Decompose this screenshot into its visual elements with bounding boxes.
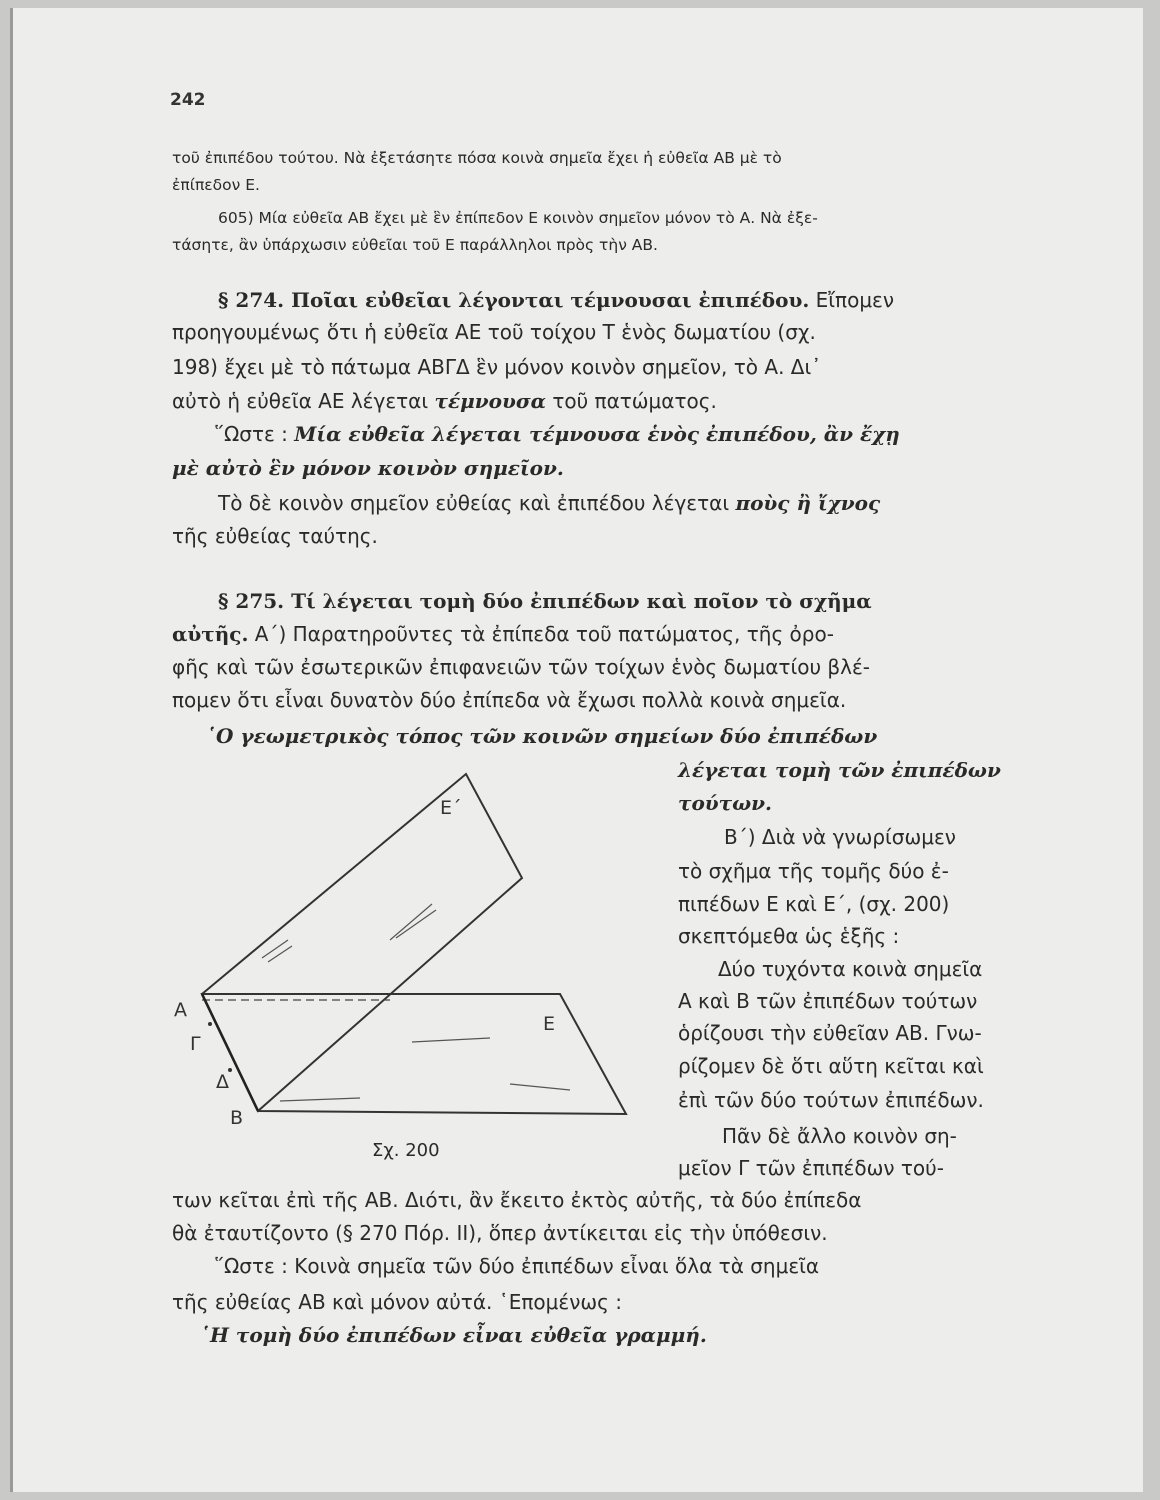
section-274-line-4-c: τοῦ πατώματος. [552,389,717,413]
figure-caption: Σχ. 200 [372,1140,440,1161]
section-275-c-line-3: ὁρίζουσι τὴν εὐθεῖαν ΑΒ. Γνω- [678,1021,982,1045]
point-D [228,1068,232,1072]
label-G: Γ [190,1033,201,1055]
section-274-heading: § 274. Ποῖαι εὐθεῖαι λέγονται τέμνουσαι ἐπιπέδου. [218,288,810,312]
section-275-b-line-4: σκεπτόμεθα ὡς ἑξῆς : [678,924,900,948]
hatching [262,904,570,1101]
section-275-b-line-3: πιπέδων Ε καὶ Ε΄, (σχ. 200) [678,892,950,916]
label-D: Δ [216,1071,229,1093]
label-A: Α [174,999,187,1021]
definition-text-1: Μία εὐθεῖα λέγεται τέμνουσα ἑνὸς ἐπιπέδου, ἂν ἔχῃ [294,422,900,446]
section-275-line-1-rest: Α΄) Παρατηροῦντες τὰ ἐπίπεδα τοῦ πατώματος, τῆς ὀρο- [254,622,834,646]
plane-E-prime [202,774,522,1111]
section-275-line-2: φῆς καὶ τῶν ἐσωτερικῶν ἐπιφανειῶν τῶν τοίχων ἑνὸς δωματίου βλέ- [172,655,871,679]
plane-E [202,994,626,1114]
section-274-definition-line-2: μὲ αὐτὸ ἓν μόνον κοινὸν σημεῖον. [172,456,564,480]
section-274-line-4 [172,387,717,416]
top-paragraph-line-2: ἐπίπεδον Ε. [172,176,260,194]
section-274-definition-line-1 [214,420,900,449]
label-B: Β [230,1107,244,1129]
label-E: Ε [543,1013,556,1035]
definition-prefix: ῞Ωστε : [214,422,288,446]
section-275-c-line-2: Α καὶ Β τῶν ἐπιπέδων τούτων [678,989,978,1013]
section-275-b-line-2: τὸ σχῆμα τῆς τομῆς δύο ἐ- [678,859,949,883]
exercise-605-line-2: τάσητε, ἂν ὑπάρχωσιν εὐθεῖαι τοῦ Ε παράλληλοι πρὸς τὴν ΑΒ. [172,236,658,254]
section-275-b-line-1: Β΄) Διὰ νὰ γνωρίσωμεν [724,825,956,849]
point-G [208,1022,212,1026]
section-274-line-2: προηγουμένως ὅτι ἡ εὐθεῖα ΑΕ τοῦ τοίχου Τ ἑνὸς δωματίου (σχ. [172,320,816,344]
section-275-d-line-1: Πᾶν δὲ ἄλλο κοινὸν ση- [722,1124,957,1148]
section-275-line-3: πομεν ὅτι εἶναι δυνατὸν δύο ἐπίπεδα νὰ ἔχωσι πολλὰ κοινὰ σημεῖα. [172,688,847,712]
figure-200 [150,768,650,1138]
section-275-line-1 [172,620,834,649]
section-274-line-4-a: αὐτὸ ἡ εὐθεῖα ΑΕ λέγεται [172,389,429,413]
section-275-c-line-1: Δύο τυχόντα κοινὰ σημεῖα [718,957,983,981]
section-275-f-line-1: ῞Ωστε : Κοινὰ σημεῖα τῶν δύο ἐπιπέδων εἶναι ὅλα τὰ σημεῖα [214,1254,820,1278]
section-275-heading-line-1: § 275. Τί λέγεται τομὴ δύο ἐπιπέδων καὶ ποῖον τὸ σχῆμα [218,589,872,613]
top-paragraph-line-1: τοῦ ἐπιπέδου τούτου. Νὰ ἐξετάσητε πόσα κοινὰ σημεῖα ἔχει ἡ εὐθεῖα ΑΒ μὲ τὸ [172,149,782,167]
section-274-line-1-rest: Εἴπομεν [815,288,895,312]
section-274-line-1 [218,286,894,315]
section-275-heading-line-2: αὐτῆς. [172,622,249,646]
label-E-prime: Ε΄ [440,797,462,819]
section-275-d-line-2: μεῖον Γ τῶν ἐπιπέδων τού- [678,1156,944,1180]
section-275-e-line-2: θὰ ἐταυτίζοντο (§ 270 Πόρ. ΙΙ), ὅπερ ἀντίκειται εἰς τὴν ὑπόθεσιν. [172,1221,828,1245]
section-275-definition-line-2: λέγεται τομὴ τῶν ἐπιπέδων [678,758,1001,782]
section-275-f-line-2: τῆς εὐθείας ΑΒ καὶ μόνον αὐτά. ῾Επομένως : [172,1290,622,1314]
section-275-e-line-1: των κεῖται ἐπὶ τῆς ΑΒ. Διότι, ἂν ἔκειτο ἐκτὸς αὐτῆς, τὰ δύο ἐπίπεδα [172,1188,862,1212]
section-275-definition-line-3: τούτων. [678,791,773,815]
section-275-conclusion: ῾Η τομὴ δύο ἐπιπέδων εἶναι εὐθεῖα γραμμή. [200,1323,707,1347]
section-274-foot-line-1 [218,489,880,518]
section-275-c-line-4: ρίζομεν δὲ ὅτι αὕτη κεῖται καὶ [678,1054,984,1078]
page-number: 242 [170,90,206,110]
foot-line-1-a: Τὸ δὲ κοινὸν σημεῖον εὐθείας καὶ ἐπιπέδου λέγεται [218,491,730,515]
section-274-line-3: 198) ἔχει μὲ τὸ πάτωμα ΑΒΓΔ ἓν μόνον κοινὸν σημεῖον, τὸ Α. Δι᾿ [172,355,822,379]
intersection-line-AB [202,994,258,1111]
section-274-foot-line-2: τῆς εὐθείας ταύτης. [172,524,378,548]
section-275-c-line-5: ἐπὶ τῶν δύο τούτων ἐπιπέδων. [678,1088,984,1112]
exercise-605-line-1: 605) Μία εὐθεῖα ΑΒ ἔχει μὲ ἓν ἐπίπεδον Ε κοινὸν σημεῖον μόνον τὸ Α. Νὰ ἐξε- [218,209,818,227]
term-temnousa: τέμνουσα [434,389,546,413]
section-275-definition-line-1: ῾Ο γεωμετρικὸς τόπος τῶν κοινῶν σημείων δύο ἐπιπέδων [206,724,878,748]
term-pous-ichnos: ποὺς ἢ ἴχνος [735,491,881,515]
